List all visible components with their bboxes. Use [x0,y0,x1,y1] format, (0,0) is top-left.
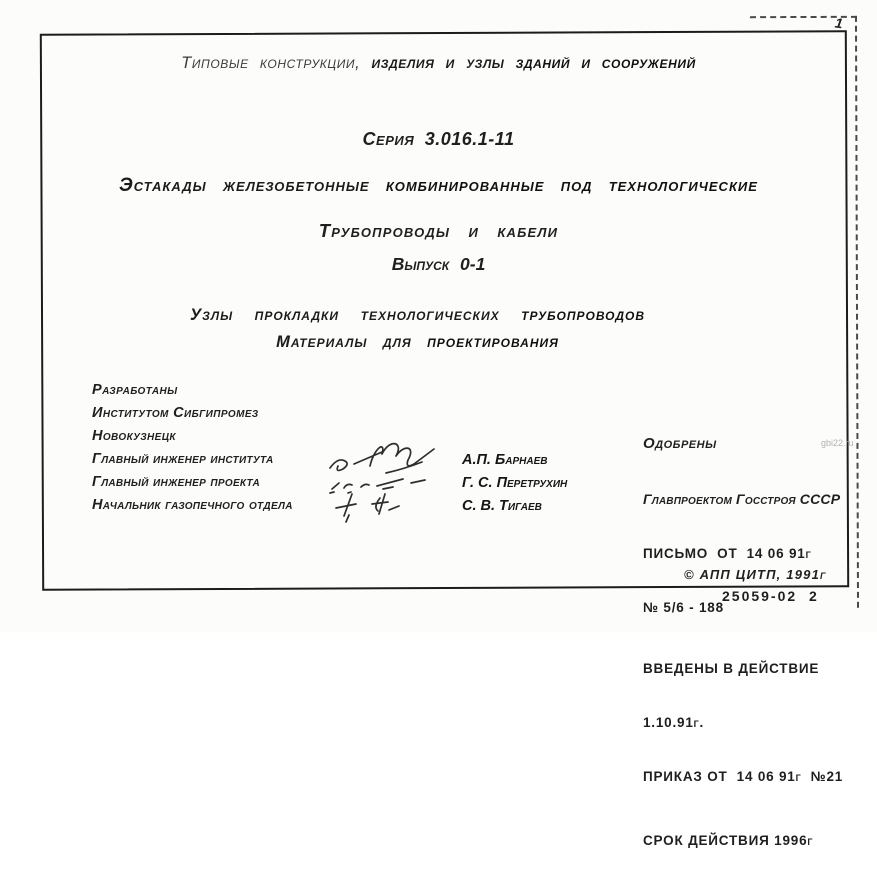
header-segment-2: изделия и узлы [371,54,516,72]
developed-institute: Институтом Сибгипромез [92,405,259,421]
approved-by-block [643,399,858,884]
title-segment-1: Эстакады железобетонные [119,175,386,196]
subtitle1-segment-1: Узлы прокладки технологических [189,306,522,324]
issue-number: Выпуск 0-1 [391,254,486,274]
signatory-row [92,494,544,517]
approved-label: Одобрены [643,435,717,452]
signatory-name: С. В. Тигаев [462,497,542,514]
watermark: gbi22.ru [821,438,854,448]
signatory-name: Г. С. Перетрухин [462,474,568,491]
subtitle2-segment-1: Материалы для [276,333,428,351]
header-segment-1: Типовые конструкции, [181,54,372,72]
developed-city: Новокузнецк [92,428,176,444]
subtitle-line1 [0,306,835,325]
header-segment-3: зданий и сооружений [515,54,696,72]
order-line: ПРИКАЗ ОТ 14 06 91г №21 [643,769,844,784]
series-number: Серия 3.016.1-11 [362,129,515,149]
document-title-line1 [0,175,877,197]
approval-letter-line: ПИСЬМО ОТ 14 06 91г [643,546,812,561]
effective-date: 1.10.91г. [643,715,705,730]
signatory-role: Начальник газопечного отдела [92,497,293,513]
approved-authority: Главпроектом Госстроя СССР [643,491,841,507]
developed-by-block [92,379,568,517]
document-category-line [0,54,877,73]
title-segment-2: комбинированные под технологические [385,175,758,196]
document-title-line2: Трубопроводы и кабели [318,220,559,241]
signatory-name: А.П. Барнаев [462,451,548,468]
developed-label: Разработаны [92,382,178,398]
subtitle1-segment-2: трубопроводов [521,306,646,324]
signatory-role: Главный инженер проекта [92,474,261,490]
copyright-note: © АПП ЦИТП, 1991г [684,567,827,582]
document-code: 25059-02 2 [722,588,819,604]
effective-label: ВВЕДЕНЫ В ДЕЙСТВИЕ [643,661,820,676]
approval-letter-number: № 5/6 - 188 [643,600,724,615]
signature-department-head-icon [344,494,462,517]
subtitle2-segment-2: проектирования [427,333,559,351]
subtitle-line2 [0,333,835,352]
signatory-role: Главный инженер института [92,451,274,467]
page-number: 1 [833,14,844,32]
validity-line: СРОК ДЕЙСТВИЯ 1996г [643,833,814,848]
